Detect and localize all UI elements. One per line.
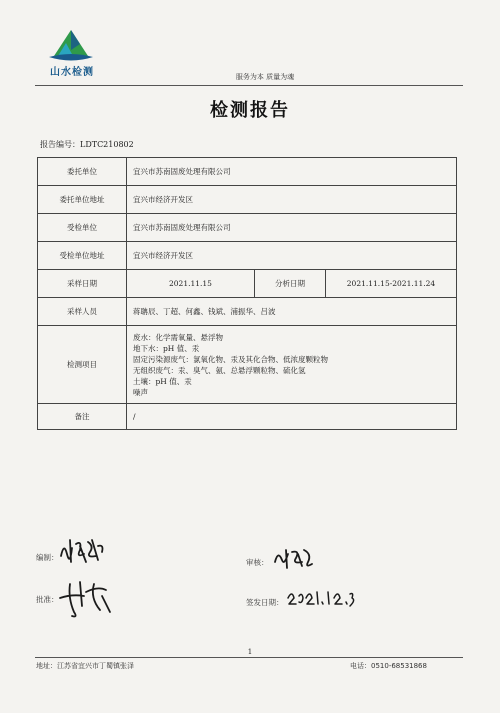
issue-date-handwritten [286,586,356,610]
sampling-date-value: 2021.11.15 [127,270,255,298]
prepared-by-label: 编制： [36,553,59,562]
client-address-value: 宜兴市经济开发区 [127,186,457,214]
list-item: 土壤：pH 值、汞 [133,376,192,386]
report-info-table [37,157,457,430]
list-item: 废水：化学需氧量、悬浮物 [133,332,223,342]
table-row [38,404,457,430]
prepared-by-signature [58,536,108,566]
sampling-date-label: 采样日期 [38,270,127,298]
company-address: 地址：江苏省宜兴市丁蜀镇张泽 [36,662,134,670]
samplers-value: 蒋聃辰、丁超、何鑫、钱斌、浦振华、吕波 [127,298,457,326]
brand-name: 山水检测 [50,67,94,78]
reviewed-by-signature [272,544,316,572]
remarks-label: 备注 [38,404,127,430]
list-item: 噪声 [133,387,148,397]
mountain-water-logo-icon [44,26,98,64]
company-phone: 电话：0510-68531868 [350,662,427,670]
remarks-value: / [127,404,457,430]
table-row [38,326,457,404]
report-number [40,139,134,150]
items-label: 检测项目 [38,326,127,404]
inspected-address-label: 受检单位地址 [38,242,127,270]
reviewed-by-label: 审核： [246,558,269,567]
analysis-date-label: 分析日期 [255,270,326,298]
client-label: 委托单位 [38,158,127,186]
samplers-label: 采样人员 [38,298,127,326]
inspected-address-value: 宜兴市经济开发区 [127,242,457,270]
page-number: 1 [247,648,253,656]
inspected-value: 宜兴市苏南固废处理有限公司 [127,214,457,242]
inspected-label: 受检单位 [38,214,127,242]
company-logo [44,26,98,64]
client-address-label: 委托单位地址 [38,186,127,214]
list-item: 无组织废气：汞、臭气、氨、总悬浮颗粒物、硫化氢 [133,365,306,375]
approved-by-signature [56,576,116,620]
table-row [38,298,457,326]
items-list [127,326,457,404]
client-value: 宜兴市苏南固废处理有限公司 [127,158,457,186]
table-row [38,214,457,242]
footer-divider [35,657,463,658]
list-item: 地下水：pH 值、汞 [133,343,200,353]
table-row [38,158,457,186]
table-row [38,270,457,298]
approved-by-label: 批准： [36,595,59,604]
table-row [38,186,457,214]
analysis-date-value: 2021.11.15-2021.11.24 [326,270,457,298]
list-item: 固定污染源废气：氯氧化物、汞及其化合物、低浓度颗粒物 [133,354,328,364]
report-number-label: 报告编号： [40,140,80,149]
table-row [38,242,457,270]
report-number-value: LDTC210802 [80,140,134,149]
page-title: 检测报告 [210,100,290,121]
issue-date-label: 签发日期： [246,598,284,607]
slogan: 服务为本 质量为魂 [235,73,295,81]
header-divider [35,85,463,86]
